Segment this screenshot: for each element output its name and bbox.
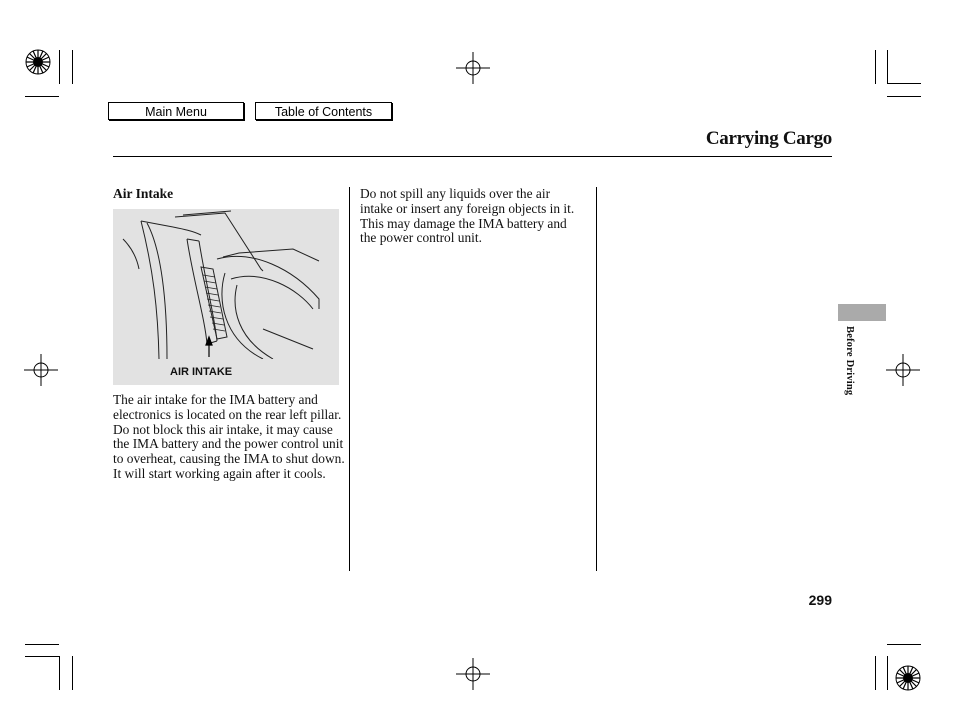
column-divider [596,187,597,571]
air-intake-illustration [113,209,339,359]
crosshair-mark-icon [886,354,920,386]
registration-target-icon [24,48,52,76]
middle-paragraph: Do not spill any liquids over the air intake or insert any foreign objects in it. This may damage the IMA battery and the power control unit. [360,186,575,246]
subsection-heading: Air Intake [113,186,174,201]
section-title: Carrying Cargo [705,128,832,149]
page-number: 299 [808,592,832,608]
chapter-tab [838,304,886,321]
air-intake-figure [113,209,339,385]
left-paragraph: The air intake for the IMA battery and electronics is located on the rear left pillar. Do not block this air intake, it may cause the IMA battery and the power control unit to overheat, causing the IMA to shut down. It will start working again after it cools. [113,392,345,481]
crosshair-mark-icon [24,354,58,386]
chapter-label: Before Driving [844,326,855,396]
crosshair-mark-icon [456,52,490,84]
registration-target-icon [894,664,922,692]
table-of-contents-button[interactable]: Table of Contents [255,102,392,120]
crosshair-mark-icon [456,658,490,690]
column-divider [349,187,350,571]
figure-caption: AIR INTAKE [170,366,233,378]
title-divider [113,156,832,157]
main-menu-button[interactable]: Main Menu [108,102,244,120]
